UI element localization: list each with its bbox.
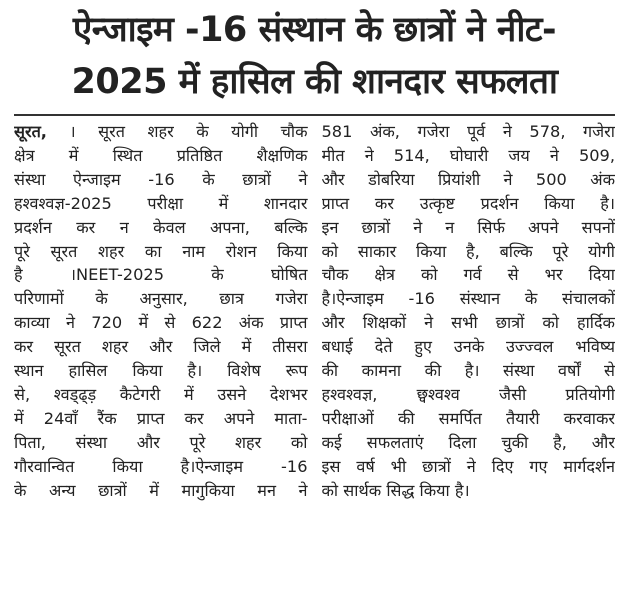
left-column	[14, 120, 308, 503]
body-line: संस्था ऐन्जाइम -16 के छात्रों ने	[14, 169, 308, 189]
body-line: स्थान हासिल किया है। विशेष रूप	[14, 361, 308, 381]
body-line: की कामना की है। संस्था वर्षों से	[321, 361, 615, 381]
body-line: इस वर्ष भी छात्रों ने दिए गए मार्गदर्शन	[321, 456, 615, 476]
body-line: को साकार किया है, बल्कि पूरे योगी	[321, 241, 615, 261]
body-line: प्राप्त कर उत्कृष्ट प्रदर्शन किया है।	[321, 193, 615, 213]
body-line: इन छात्रों ने न सिर्फ अपने सपनों	[321, 217, 615, 237]
body-line: और डोबरिया प्रियांशी ने 500 अंक	[321, 169, 615, 189]
body-line: है ।NEET-2025 के घोषित	[14, 265, 308, 285]
body-line: से, श्वड्ढ्ड़ कैटेगरी में उसने देशभर	[14, 384, 308, 404]
body-line: के अन्य छात्रों में मागुकिया मन ने	[14, 480, 308, 500]
body-line: गौरवान्वित किया है।ऐन्जाइम -16	[14, 456, 308, 476]
body-line: क्षेत्र में स्थित प्रतिष्ठित शैक्षणिक	[14, 145, 308, 165]
headline	[14, 4, 615, 108]
dateline: सूरत,	[14, 122, 47, 141]
right-column	[322, 120, 616, 503]
headline-line-1: ऐन्जाइम -16 संस्थान के छात्रों ने नीट-	[72, 10, 557, 50]
body-line: मीत ने 514, घोघारी जय ने 509,	[321, 145, 615, 165]
article-body	[14, 120, 615, 503]
body-line: को सार्थक सिद्ध किया है।	[321, 480, 470, 500]
body-line: हश्वश्वज्ञ, छ्वश्वश्व जैसी प्रतियोगी	[321, 384, 615, 404]
body-line: पूरे सूरत शहर का नाम रोशन किया	[14, 241, 308, 261]
body-line: है।ऐन्जाइम -16 संस्थान के संचालकों	[321, 289, 615, 309]
body-line: 581 अंक, गजेरा पूर्व ने 578, गजेरा	[321, 122, 615, 141]
body-line: काव्या ने 720 में से 622 अंक प्राप्त	[14, 313, 308, 333]
body-line: कई सफलताएं दिला चुकी है, और	[321, 432, 615, 452]
body-line: और शिक्षकों ने सभी छात्रों को हार्दिक	[321, 313, 615, 333]
body-line: हश्वश्वज्ञ-2025 परीक्षा में शानदार	[14, 193, 308, 213]
body-line: कर सूरत शहर और जिले में तीसरा	[14, 337, 308, 357]
body-line: में 24वाँ रैंक प्राप्त कर अपने माता-	[14, 408, 308, 428]
headline-divider	[14, 114, 615, 116]
body-line: परीक्षाओं की समर्पित तैयारी करवाकर	[321, 408, 615, 428]
body-line: प्रदर्शन कर न केवल अपना, बल्कि	[14, 217, 308, 237]
body-line: पिता, संस्था और पूरे शहर को	[14, 432, 308, 452]
body-line: सूरत, । सूरत शहर के योगी चौक	[14, 122, 308, 141]
body-line: परिणामों के अनुसार, छात्र गजेरा	[14, 289, 308, 309]
body-line: बधाई देते हुए उनके उज्ज्वल भविष्य	[321, 337, 615, 357]
headline-line-2: 2025 में हासिल की शानदार सफलता	[71, 62, 558, 102]
body-line: चौक क्षेत्र को गर्व से भर दिया	[321, 265, 615, 285]
